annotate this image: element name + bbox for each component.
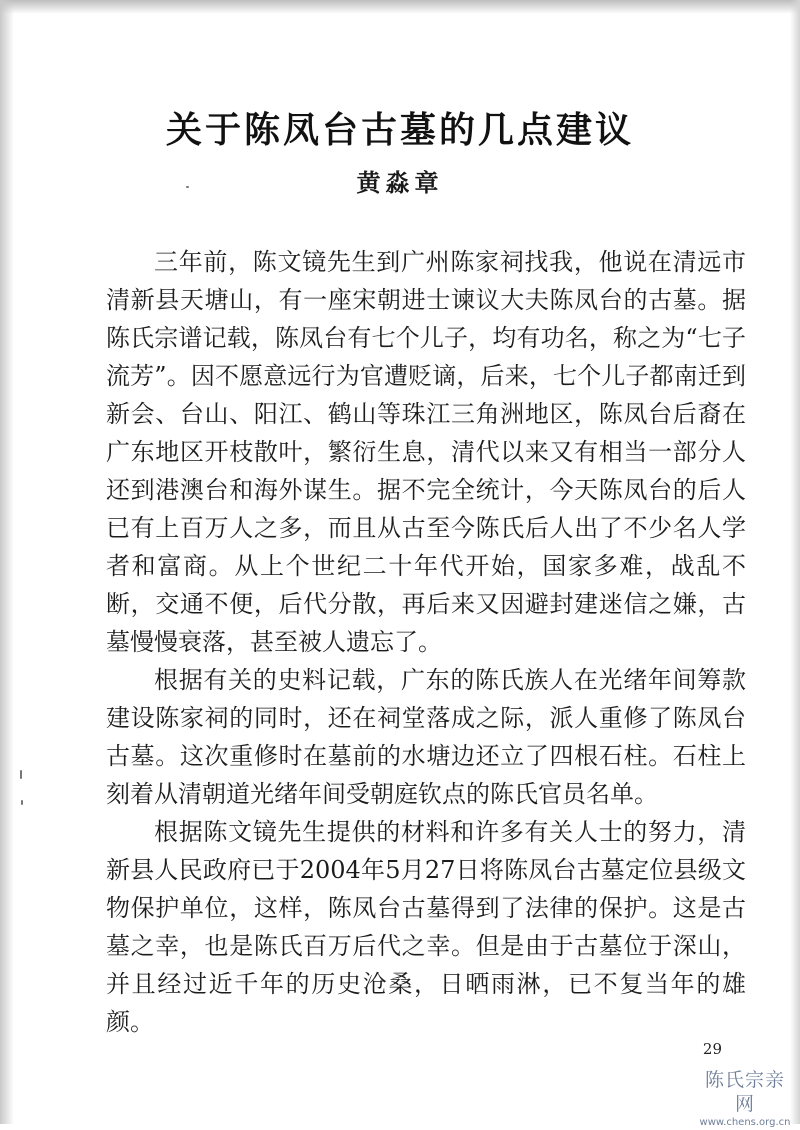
article-author: 黄淼章 <box>356 168 444 197</box>
scan-edge-top <box>0 0 800 14</box>
article-body <box>106 243 746 1041</box>
scan-speck <box>20 770 22 779</box>
page-number: 29 <box>702 1040 722 1058</box>
site-watermark <box>696 1068 794 1130</box>
paragraph-1: 三年前，陈文镜先生到广州陈家祠找我，他说在清远市清新县天塘山，有一座宋朝进士谏议大夫陈凤台的古墓。据陈氏宗谱记载，陈凤台有七个儿子，均有功名，称之为“七子流芳”。因不愿意远行为官遭贬谪，后来，七个儿子都南迁到新会、台山、阳江、鹤山等珠江三角洲地区，陈凤台后裔在广东地区开枝散叶，繁衍生息，清代以来又有相当一部分人还到港澳台和海外谋生。据不完全统计，今天陈凤台的后人已有上百万人之多，而且从古至今陈氏后人出了不少名人学者和富商。从上个世纪二十年代开始，国家多难，战乱不断，交通不便，后代分散，再后来又因避封建迷信之嫌，古墓慢慢衰落，甚至被人遗忘了。 <box>106 248 746 656</box>
paragraph-3: 根据陈文镜先生提供的材料和许多有关人士的努力，清新县人民政府已于2004年5月27日将陈凤台古墓定位县级文物保护单位，这样，陈凤台古墓得到了法律的保护。这是古墓之幸，也是陈氏百万后代之幸。但是由于古墓位于深山，并且经过近千年的历史沧桑，日晒雨淋，已不复当年的雄颜。 <box>106 818 746 1036</box>
scan-speck <box>21 800 23 805</box>
paragraph-2: 根据有关的史料记载，广东的陈氏族人在光绪年间筹款建设陈家祠的同时，还在祠堂落成之际，派人重修了陈凤台古墓。这次重修时在墓前的水塘边还立了四根石柱。石柱上刻着从清朝道光绪年间受朝庭钦点的陈氏官员名单。 <box>106 666 746 808</box>
article-title: 关于陈凤台古墓的几点建议 <box>165 110 634 151</box>
watermark-url: www.chens.org.cn <box>699 1117 791 1128</box>
watermark-name: 陈氏宗亲网 <box>704 1069 785 1115</box>
